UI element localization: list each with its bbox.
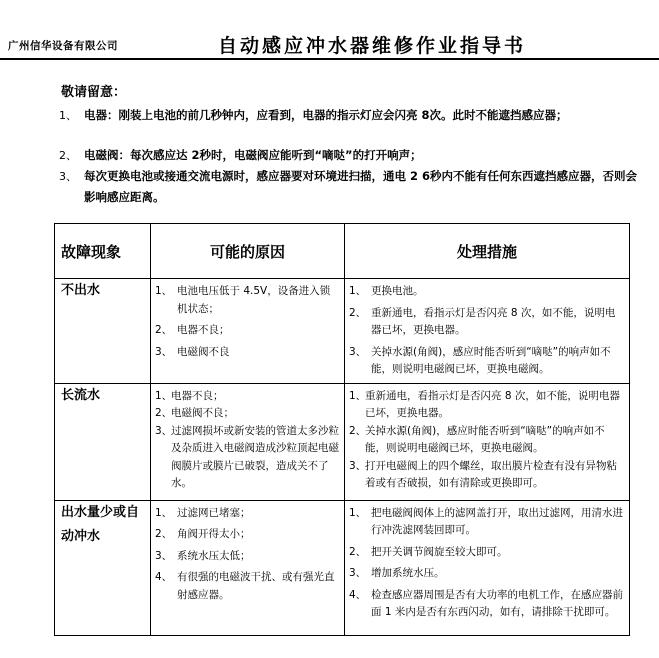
causes-cell [151,279,345,384]
cause-item: 2、 角阀开得太小； [155,528,251,540]
note-text: 电磁阀：每次感应达 2秒时，电磁阀应能听到“嘀哒”的打开响声； [84,148,422,162]
action-item: 1、 把电磁阀阀体上的滤网盖打开，取出过滤网，用清水进行冲洗滤网装回即可。 [349,506,623,536]
action-item: 2、 关掉水源(角阀)，感应时能否听到“嘀哒”的响声如不能，则说明电磁阀已坏，更换电磁阀。 [349,424,605,454]
note-item-3 [59,166,639,208]
action-item: 1、 更换电池。 [349,285,424,297]
notes-title: 敬请留意： [61,85,127,100]
table-header-row [55,224,630,279]
action-item: 3、 增加系统水压。 [349,567,445,579]
note-number: 2、 [59,149,77,162]
cause-item: 3、 过滤网损坏或新安装的管道太多沙粒及杂质进入电磁阀造成沙粒顶起电磁阀膜片或膜片已破裂，造成关不了水。 [155,424,339,489]
header-symptom: 故障现象 [55,224,151,279]
table-row [55,383,630,500]
symptom-cell: 出水量少或自动冲水 [55,500,151,635]
action-item: 3、 关掉水源(角阀)，感应时能否听到“嘀哒”的响声如不能，则说明电磁阀已坏，更换电磁阀。 [349,345,611,375]
note-text: 每次更换电池或接通交流电源时，感应器要对环境进扫描，通电 2 6秒内不能有任何东西遮挡感应器，否则会影响感应距离。 [84,169,638,204]
document-title: 自动感应冲水器维修作业指导书 [218,35,527,57]
causes-cell [151,383,345,500]
action-item: 1、 重新通电，看指示灯是否闪亮 8 次，如不能，说明电器已坏，更换电器。 [349,389,620,419]
cause-item: 1、 电池电压低于 4.5V，设备进入锁机状态； [155,285,331,315]
action-item: 4、 检查感应器周围是否有大功率的电机工作，在感应器前面 1 米内是否有东西闪动，如有，请排除干扰即可。 [349,588,623,618]
table-row [55,500,630,635]
note-number: 1、 [59,109,77,122]
company-name: 广州信华设备有限公司 [8,40,118,52]
header-actions: 处理措施 [345,224,630,279]
note-item-1 [59,105,639,126]
header-causes: 可能的原因 [151,224,345,279]
troubleshooting-table [54,223,630,636]
cause-item: 2、 电器不良； [155,324,230,336]
header-rule [0,58,659,60]
action-item: 3、 打开电磁阀上的四个螺丝，取出膜片检查有没有异物粘着或有否破损，如有清除或更换即可。 [349,459,617,489]
cause-item: 4、 有很强的电磁波干扰、或有强光直射感应器。 [155,571,335,601]
cause-item: 2、 电磁阀不良； [155,407,234,419]
action-item: 2、 重新通电，看指示灯是否闪亮 8 次，如不能，说明电器已坏，更换电器。 [349,306,616,336]
symptom-cell: 长流水 [55,383,151,500]
cause-item: 3、 系统水压太低； [155,549,251,562]
note-number: 3、 [59,170,77,183]
cause-item: 3、 电磁阀不良 [155,345,230,358]
note-text: 电器：刚装上电池的前几秒钟内，应看到，电器的指示灯应会闪亮 8次。此时不能遮挡感应器； [84,108,568,122]
action-item: 2、 把开关调节阀旋至较大即可。 [349,545,508,558]
note-item-2 [59,145,639,166]
actions-cell [345,500,630,635]
actions-cell [345,383,630,500]
symptom-cell: 不出水 [55,279,151,384]
table-row [55,279,630,384]
causes-cell [151,500,345,635]
cause-item: 1、 过滤网已堵塞； [155,506,251,519]
cause-item: 1、 电器不良； [155,389,224,402]
actions-cell [345,279,630,384]
page-header [0,0,659,62]
